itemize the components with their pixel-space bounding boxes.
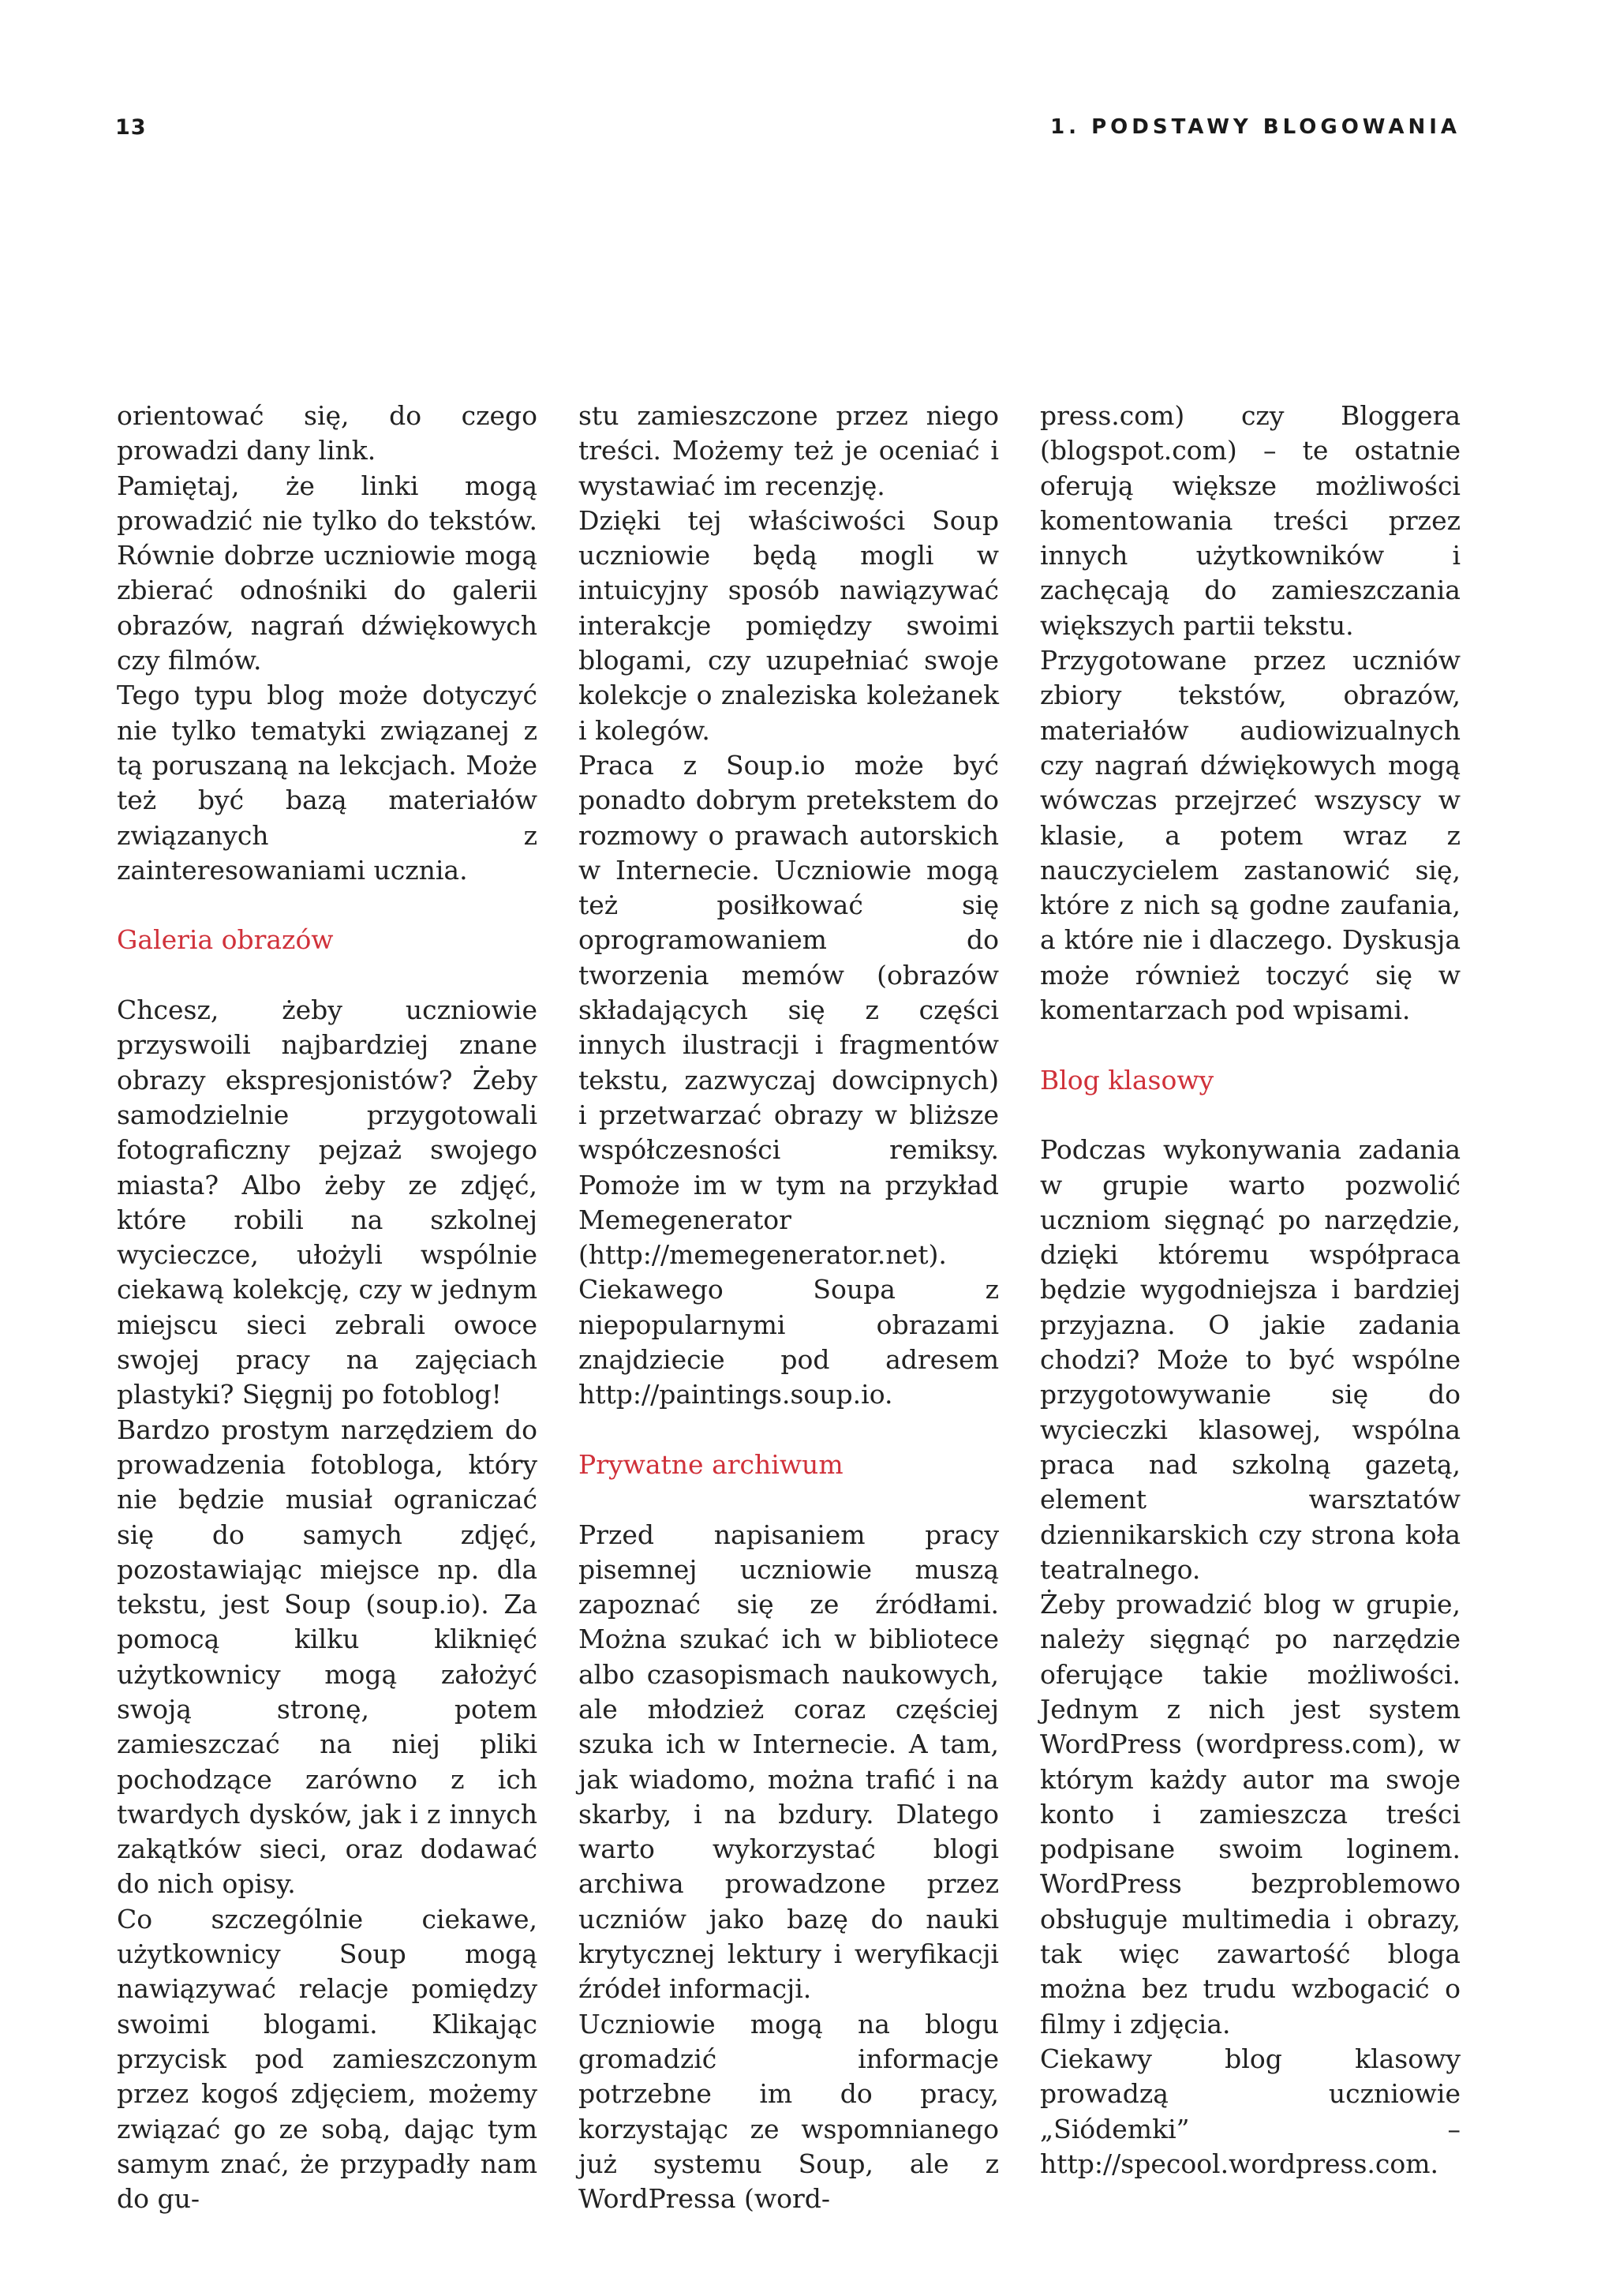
paragraph: Chcesz, żeby uczniowie przyswoili najbardziej znane obrazy ekspresjonistów? Żeby samodzielnie przygotowali fotograficzny pejzaż swojego miasta? Albo żeby ze zdjęć, które robili na szkolnej wycieczce, ułożyli wspólnie ciekawą kolekcję, czy w jednym miejscu sieci zebrali owoce swojej pracy na zajęciach plastyki? Sięgnij po fotoblog!	[117, 994, 537, 1410]
chapter-title: 1. PODSTAWY BLOGOWANIA	[1050, 115, 1461, 139]
paragraph: Przed napisaniem pracy pisemnej uczniowie muszą zapoznać się ze źródłami. Można szukać ich w bibliotece albo czasopismach naukowych, ale młodzież coraz częściej szuka ich w Internecie. A tam, jak wiadomo, można trafić i na skarby, i na bzdury. Dlatego warto wykorzystać blogi archiwa prowadzone przez uczniów jako bazę do nauki krytycznej lektury i weryfikacji źródeł informacji.	[578, 1519, 999, 2005]
section-heading-galeria: Galeria obrazów	[117, 924, 334, 956]
paragraph: Pamiętaj, że linki mogą prowadzić nie tylko do tekstów. Równie dobrze uczniowie mogą zbierać odnośniki do galerii obrazów, nagrań dźwiękowych czy filmów.	[117, 470, 537, 676]
text-column-2	[578, 399, 999, 2216]
page-number: 13	[115, 115, 147, 140]
paragraph: press.com) czy Bloggera (blogspot.com) – te ostatnie oferują większe możliwości komentowania treści przez innych użytkowników i zachęcają do zamieszczania większych partii tekstu.	[1040, 400, 1461, 641]
section-heading-prywatne: Prywatne archiwum	[578, 1448, 844, 1480]
paragraph: orientować się, do czego prowadzi dany link.	[117, 400, 537, 466]
text-column-3	[1040, 399, 1461, 2182]
text-column-1	[117, 399, 537, 2216]
paragraph: Podczas wykonywania zadania w grupie warto pozwolić uczniom sięgnąć po narzędzie, dzięki któremu współpraca będzie wygodniejsza i bardziej przyjazna. O jakie zadania chodzi? Może to być wspólne przygotowywanie się do wycieczki klasowej, wspólna praca nad szkolną gazetą, element warsztatów dziennikarskich czy strona koła teatralnego.	[1040, 1134, 1461, 1585]
paragraph: Ciekawy blog klasowy prowadzą uczniowie „Siódemki” – http://specool.wordpress.com.	[1040, 2043, 1461, 2179]
paragraph: Ciekawego Soupa z niepopularnymi obrazami znajdziecie pod adresem http://paintings.soup.io.	[578, 1274, 999, 1410]
paragraph: Przygotowane przez uczniów zbiory tekstów, obrazów, materiałów audiowizualnych czy nagrań dźwiękowych mogą wówczas przejrzeć wszyscy w klasie, a potem wraz z nauczycielem zastanowić się, które z nich są godne zaufania, a które nie i dlaczego. Dyskusja może również toczyć się w komentarzach pod wpisami.	[1040, 645, 1461, 1026]
paragraph: Dzięki tej właściwości Soup uczniowie będą mogli w intuicyjny sposób nawiązywać interakcje pomiędzy swoimi blogami, czy uzupełniać swoje kolekcje o znaleziska koleżanek i kolegów.	[578, 504, 999, 746]
paragraph: Żeby prowadzić blog w grupie, należy sięgnąć po narzędzie oferujące takie możliwości. Jednym z nich jest system WordPress (wordpress.com), w którym każdy autor ma swoje konto i zamieszcza treści podpisane swoim loginem. WordPress bezproblemowo obsługuje multimedia i obrazy, tak więc zawartość bloga można bez trudu wzbogacić o filmy i zdjęcia.	[1040, 1589, 1461, 2039]
paragraph: Uczniowie mogą na blogu gromadzić informacje potrzebne im do pracy, korzystając ze wspomnianego już systemu Soup, ale z WordPressa (word-	[578, 2008, 999, 2215]
paragraph: Tego typu blog może dotyczyć nie tylko tematyki związanej z tą poruszaną na lekcjach. Może też być bazą materiałów związanych z zainteresowaniami ucznia.	[117, 680, 537, 886]
paragraph: Praca z Soup.io może być ponadto dobrym pretekstem do rozmowy o prawach autorskich w Internecie. Uczniowie mogą też posiłkować się oprogramowaniem do tworzenia memów (obrazów składających się z części innych ilustracji i fragmentów tekstu, zazwyczaj dowcipnych) i przetwarzać obrazy w bliższe współczesności remiksy. Pomoże im w tym na przykład Memegenerator (http://memegenerator.net).	[578, 749, 999, 1271]
paragraph: Co szczególnie ciekawe, użytkownicy Soup mogą nawiązywać relacje pomiędzy swoimi blogami. Klikając przycisk pod zamieszczonym przez kogoś zdjęciem, możemy związać go ze sobą, dając tym samym znać, że przypadły nam do gu-	[117, 1903, 537, 2215]
section-heading-blog-klasowy: Blog klasowy	[1040, 1064, 1214, 1096]
paragraph: Bardzo prostym narzędziem do prowadzenia fotobloga, który nie będzie musiał ograniczać się do samych zdjęć, pozostawiając miejsce np. dla tekstu, jest Soup (soup.io). Za pomocą kilku kliknięć użytkownicy mogą założyć swoją stronę, potem zamieszczać na niej pliki pochodzące zarówno z ich twardych dysków, jak i z innych zakątków sieci, oraz dodawać do nich opisy.	[117, 1414, 537, 1900]
paragraph: stu zamieszczone przez niego treści. Możemy też je oceniać i wystawiać im recenzję.	[578, 400, 999, 501]
